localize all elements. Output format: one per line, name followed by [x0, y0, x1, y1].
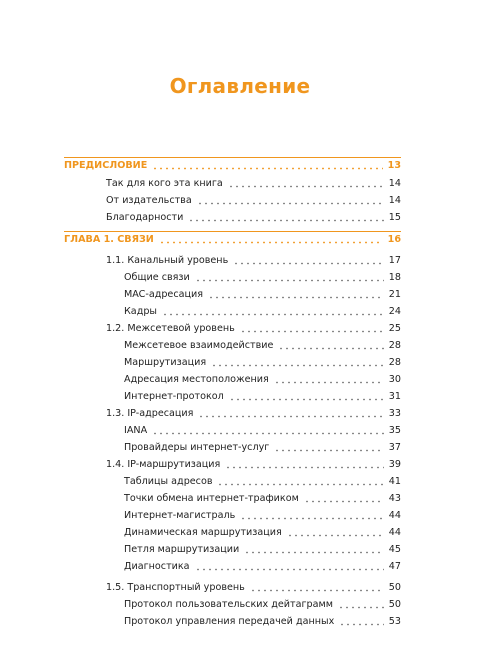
toc-entry-page: 13 — [387, 160, 401, 171]
toc-entry-subsection[interactable] — [124, 304, 401, 320]
toc-entry-page: 50 — [388, 582, 401, 593]
toc-entry-subsection[interactable] — [124, 597, 401, 613]
toc-entry-page: 25 — [388, 323, 401, 334]
toc-entry-label: IANA — [124, 425, 148, 436]
dot-leader — [162, 313, 384, 316]
toc-entry-label: Петля маршрутизации — [124, 544, 240, 555]
toc-entry-label: 1.1. Канальный уровень — [106, 255, 229, 266]
dot-leader — [208, 296, 384, 299]
toc-entry-section[interactable] — [106, 406, 401, 422]
dot-leader — [287, 534, 384, 537]
toc-entry-subsection[interactable] — [124, 355, 401, 371]
dot-leader — [274, 449, 383, 452]
toc-entry-label: 1.5. Транспортный уровень — [106, 582, 245, 593]
toc-entry-label: Протокол пользовательских дейтаграмм — [124, 599, 333, 610]
toc-entry[interactable] — [106, 176, 401, 192]
toc-entry-section[interactable] — [106, 580, 401, 596]
toc-entry-page: 39 — [388, 459, 401, 470]
toc-entry-page: 28 — [388, 357, 401, 368]
toc-entry-label: MAC-адресация — [124, 289, 204, 300]
toc-entry-label: Кадры — [124, 306, 157, 317]
toc-entry-page: 45 — [388, 544, 401, 555]
toc-entry-subsection[interactable] — [124, 372, 401, 388]
toc-entry-page: 53 — [388, 616, 401, 627]
toc-entry-section[interactable] — [106, 253, 401, 269]
toc-entry-subsection[interactable] — [124, 559, 401, 575]
toc-entry-subsection[interactable] — [124, 491, 401, 507]
toc-entry-label: Межсетевое взаимодействие — [124, 340, 274, 351]
toc-entry-subsection[interactable] — [124, 542, 401, 558]
toc-entry-page: 24 — [388, 306, 401, 317]
dot-leader — [198, 415, 383, 418]
toc-entry[interactable] — [106, 210, 401, 226]
toc-entry-label: Точки обмена интернет-трафиком — [124, 493, 299, 504]
dot-leader — [225, 466, 383, 469]
toc-entry-label: Таблицы адресов — [124, 476, 213, 487]
toc-entry-label: 1.3. IP-адресация — [106, 408, 194, 419]
toc-entry-page: 17 — [388, 255, 401, 266]
dot-leader — [304, 500, 384, 503]
dot-leader — [152, 167, 382, 170]
toc-entry-page: 15 — [388, 212, 401, 223]
toc-entry-section[interactable] — [106, 321, 401, 337]
toc-entry-label: Маршрутизация — [124, 357, 207, 368]
toc-entry-section[interactable] — [106, 457, 401, 473]
toc-entry-label: Так для кого эта книга — [106, 178, 223, 189]
dot-leader — [338, 606, 384, 609]
toc-entry-subsection[interactable] — [124, 270, 401, 286]
toc-entry-page: 28 — [388, 340, 401, 351]
toc-entry-label: Интернет-протокол — [124, 391, 224, 402]
toc-entry-label: ПРЕДИСЛОВИЕ — [64, 160, 148, 171]
dot-leader — [274, 381, 384, 384]
dot-leader — [195, 568, 384, 571]
toc-entry-page: 35 — [388, 425, 401, 436]
toc-entry-page: 14 — [388, 195, 401, 206]
toc-entry-label: От издательства — [106, 195, 192, 206]
toc-entry[interactable] — [106, 193, 401, 209]
dot-leader — [188, 219, 383, 222]
toc-entry-label: Диагностика — [124, 561, 190, 572]
toc-entry-page: 21 — [388, 289, 401, 300]
toc-entry-subsection[interactable] — [124, 614, 401, 630]
toc-entry-label: 1.4. IP-маршрутизация — [106, 459, 221, 470]
dot-leader — [217, 483, 383, 486]
toc-entry-label: 1.2. Межсетевой уровень — [106, 323, 235, 334]
toc-entry-subsection[interactable] — [124, 338, 401, 354]
toc-entry-page: 16 — [387, 234, 401, 245]
toc-entry-subsection[interactable] — [124, 508, 401, 524]
toc-entry-chapter-1[interactable] — [64, 232, 401, 248]
toc-entry-subsection[interactable] — [124, 440, 401, 456]
dot-leader — [152, 432, 384, 435]
dot-leader — [159, 241, 383, 244]
toc-entry-label: Благодарности — [106, 212, 184, 223]
toc-entry-page: 14 — [388, 178, 401, 189]
toc-entry-page: 30 — [388, 374, 401, 385]
toc-entry-label: ГЛАВА 1. СВЯЗИ — [64, 234, 154, 245]
toc-entry-label: Провайдеры интернет-услуг — [124, 442, 270, 453]
dot-leader — [197, 202, 384, 205]
toc-entry-subsection[interactable] — [124, 474, 401, 490]
toc-entry-page: 18 — [388, 272, 401, 283]
toc-entry-label: Общие связи — [124, 272, 190, 283]
toc-entry-page: 44 — [388, 510, 401, 521]
dot-leader — [211, 364, 384, 367]
toc-entry-page: 50 — [388, 599, 401, 610]
dot-leader — [244, 551, 384, 554]
page-title: Оглавление — [169, 74, 311, 98]
toc-entry-page: 41 — [388, 476, 401, 487]
dot-leader — [240, 330, 384, 333]
dot-leader — [195, 279, 384, 282]
toc-entry-subsection[interactable] — [124, 525, 401, 541]
dot-leader — [278, 347, 383, 350]
toc-entry-page: 47 — [388, 561, 401, 572]
toc-entry-page: 33 — [388, 408, 401, 419]
toc-entry-subsection[interactable] — [124, 389, 401, 405]
toc-entry-preface[interactable] — [64, 158, 401, 174]
dot-leader — [250, 589, 384, 592]
toc-entry-page: 43 — [388, 493, 401, 504]
dot-leader — [228, 185, 384, 188]
toc-entry-page: 37 — [388, 442, 401, 453]
dot-leader — [233, 262, 384, 265]
dot-leader — [339, 623, 384, 626]
toc-entry-label: Протокол управления передачей данных — [124, 616, 335, 627]
toc-entry-page: 44 — [388, 527, 401, 538]
toc-entry-subsection[interactable] — [124, 423, 401, 439]
toc-entry-label: Динамическая маршрутизация — [124, 527, 282, 538]
toc-entry-page: 31 — [388, 391, 401, 402]
toc-entry-label: Адресация местоположения — [124, 374, 269, 385]
toc-entry-subsection[interactable] — [124, 287, 401, 303]
dot-leader — [229, 398, 384, 401]
toc-entry-label: Интернет-магистраль — [124, 510, 236, 521]
dot-leader — [240, 517, 384, 520]
